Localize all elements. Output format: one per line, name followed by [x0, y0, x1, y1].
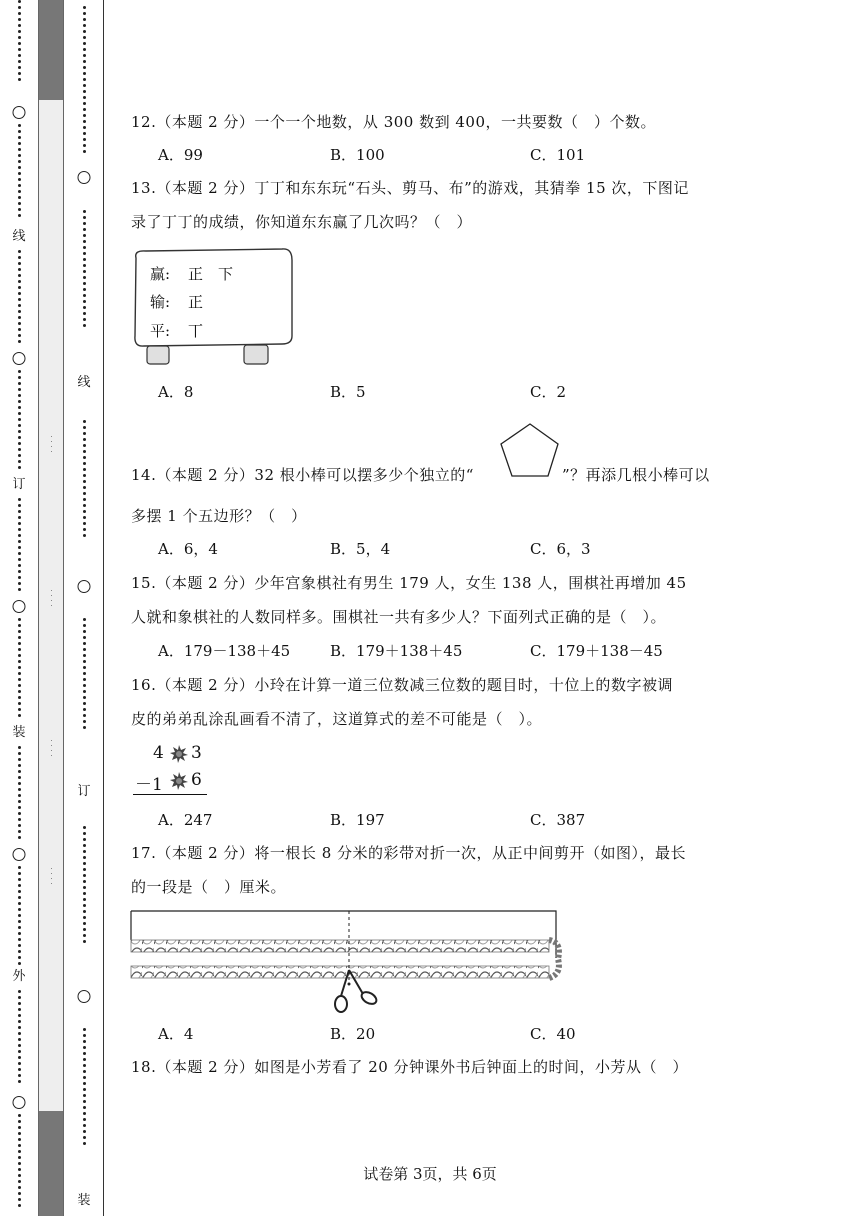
question-13-text-line2: 录了丁丁的成绩，你知道东东赢了几次吗？（ ） [131, 213, 473, 231]
question-12-option-c: C．101 [530, 146, 586, 164]
dotted-line [82, 618, 86, 732]
question-15-text-line2: 人就和象棋社的人数同样多。围棋社一共有多少人？下面列式正确的是（ ）。 [131, 608, 667, 626]
question-17-text-line1: 17.（本题 2 分）将一根长 8 分米的彩带对折一次，从正中间剪开（如图），最长 [131, 844, 687, 862]
binding-hole-circle [78, 580, 91, 593]
question-12-option-b: B．100 [330, 146, 385, 164]
question-15-option-b: B．179＋138＋45 [330, 642, 463, 660]
question-17-option-a: A．4 [158, 1025, 194, 1043]
dotted-line [17, 1114, 21, 1210]
question-15-text-line1: 15.（本题 2 分）少年宫象棋社有男生 179 人，女生 138 人，围棋社再增加 45 [131, 574, 687, 592]
binding-label-zhuang: 装 [12, 725, 26, 740]
dotted-line [17, 746, 21, 842]
faint-dots [50, 868, 52, 888]
question-13-option-b: B．5 [330, 383, 366, 401]
binding-label-zhuang: 装 [77, 1193, 91, 1208]
binding-label-xian: 线 [77, 375, 91, 390]
binding-hole-circle [13, 352, 26, 365]
pentagon-icon [498, 420, 562, 480]
binding-label-ding: 订 [77, 784, 91, 799]
question-14-option-a: A．6，4 [158, 540, 218, 558]
dotted-line [82, 6, 86, 156]
question-15-option-c: C．179＋138－45 [530, 642, 663, 660]
tie-tally: 丅 [188, 322, 204, 340]
gray-binding-strip [38, 0, 64, 1216]
win-label: 赢: [150, 265, 171, 283]
question-14-option-c: C．6，3 [530, 540, 591, 558]
dotted-line [17, 866, 21, 968]
question-14-text-part1: 14.（本题 2 分）32 根小棒可以摆多少个独立的“ [131, 466, 474, 484]
dotted-line [17, 990, 21, 1086]
dark-block-top [39, 0, 63, 100]
binding-label-xian: 线 [12, 229, 26, 244]
subtrahend-hundreds: －1 [135, 775, 163, 795]
question-17-text-line2: 的一段是（ ）厘米。 [131, 878, 287, 896]
question-17-option-b: B．20 [330, 1025, 376, 1043]
smudge-icon [170, 745, 188, 763]
question-18-text: 18.（本题 2 分）如图是小芳看了 20 分钟课外书后钟面上的时间，小芳从（ ） [131, 1058, 689, 1076]
question-14-text-line2: 多摆 1 个五边形？（ ） [131, 507, 307, 525]
question-16-option-b: B．197 [330, 811, 385, 829]
page-footer: 试卷第 3页，共 6页 [363, 1165, 497, 1183]
question-12-option-a: A．99 [158, 146, 203, 164]
binding-hole-circle [13, 106, 26, 119]
binding-hole-circle [13, 848, 26, 861]
dotted-line [82, 420, 86, 540]
dotted-line [17, 498, 21, 594]
question-14-text-part2: ”？再添几根小棒可以 [562, 466, 710, 484]
question-17-option-c: C．40 [530, 1025, 576, 1043]
loss-label: 输: [150, 293, 171, 311]
tie-label: 平: [150, 322, 171, 340]
dotted-line [17, 250, 21, 346]
faint-dots [50, 590, 52, 610]
question-15-option-a: A．179－138＋45 [158, 642, 291, 660]
dotted-line [82, 1028, 86, 1148]
outer-binding-margin [0, 0, 38, 1216]
tally-record-board [132, 248, 292, 348]
dotted-line [17, 0, 21, 84]
question-16-option-a: A．247 [158, 811, 213, 829]
question-16-text-line2: 皮的弟弟乱涂乱画看不清了，这道算式的差不可能是（ ）。 [131, 710, 543, 728]
win-tally: 正 下 [188, 265, 234, 283]
binding-label-ding: 订 [12, 477, 26, 492]
question-16-text-line1: 16.（本题 2 分）小玲在计算一道三位数减三位数的题目时，十位上的数字被调 [131, 676, 673, 694]
question-16-option-c: C．387 [530, 811, 586, 829]
faint-dots [50, 740, 52, 760]
binding-label-wai: 外 [12, 969, 26, 984]
minuend-units: 3 [191, 743, 202, 763]
dotted-line [82, 210, 86, 330]
smudge-icon [170, 772, 188, 790]
binding-hole-circle [78, 171, 91, 184]
faint-dots [50, 436, 52, 456]
subtraction-figure [133, 741, 213, 801]
dotted-line [17, 124, 21, 220]
ribbon-figure [130, 910, 562, 1018]
question-14-option-b: B．5，4 [330, 540, 391, 558]
question-12-text: 12.（本题 2 分）一个一个地数，从 300 数到 400，一共要数（ ）个数。 [131, 113, 657, 131]
question-13-option-c: C．2 [530, 383, 567, 401]
question-13-text-line1: 13.（本题 2 分）丁丁和东东玩“石头、剪马、布”的游戏，其猜拳 15 次，下图记 [131, 179, 689, 197]
inner-binding-margin [64, 0, 104, 1216]
loss-tally: 正 [188, 293, 204, 311]
minuend-hundreds: 4 [153, 743, 164, 763]
question-13-option-a: A．8 [158, 383, 194, 401]
binding-hole-circle [78, 990, 91, 1003]
binding-hole-circle [13, 1096, 26, 1109]
dotted-line [17, 370, 21, 472]
subtrahend-units: 6 [191, 770, 202, 790]
binding-hole-circle [13, 600, 26, 613]
dotted-line [17, 618, 21, 720]
dotted-line [82, 826, 86, 946]
subtraction-rule [133, 794, 207, 795]
